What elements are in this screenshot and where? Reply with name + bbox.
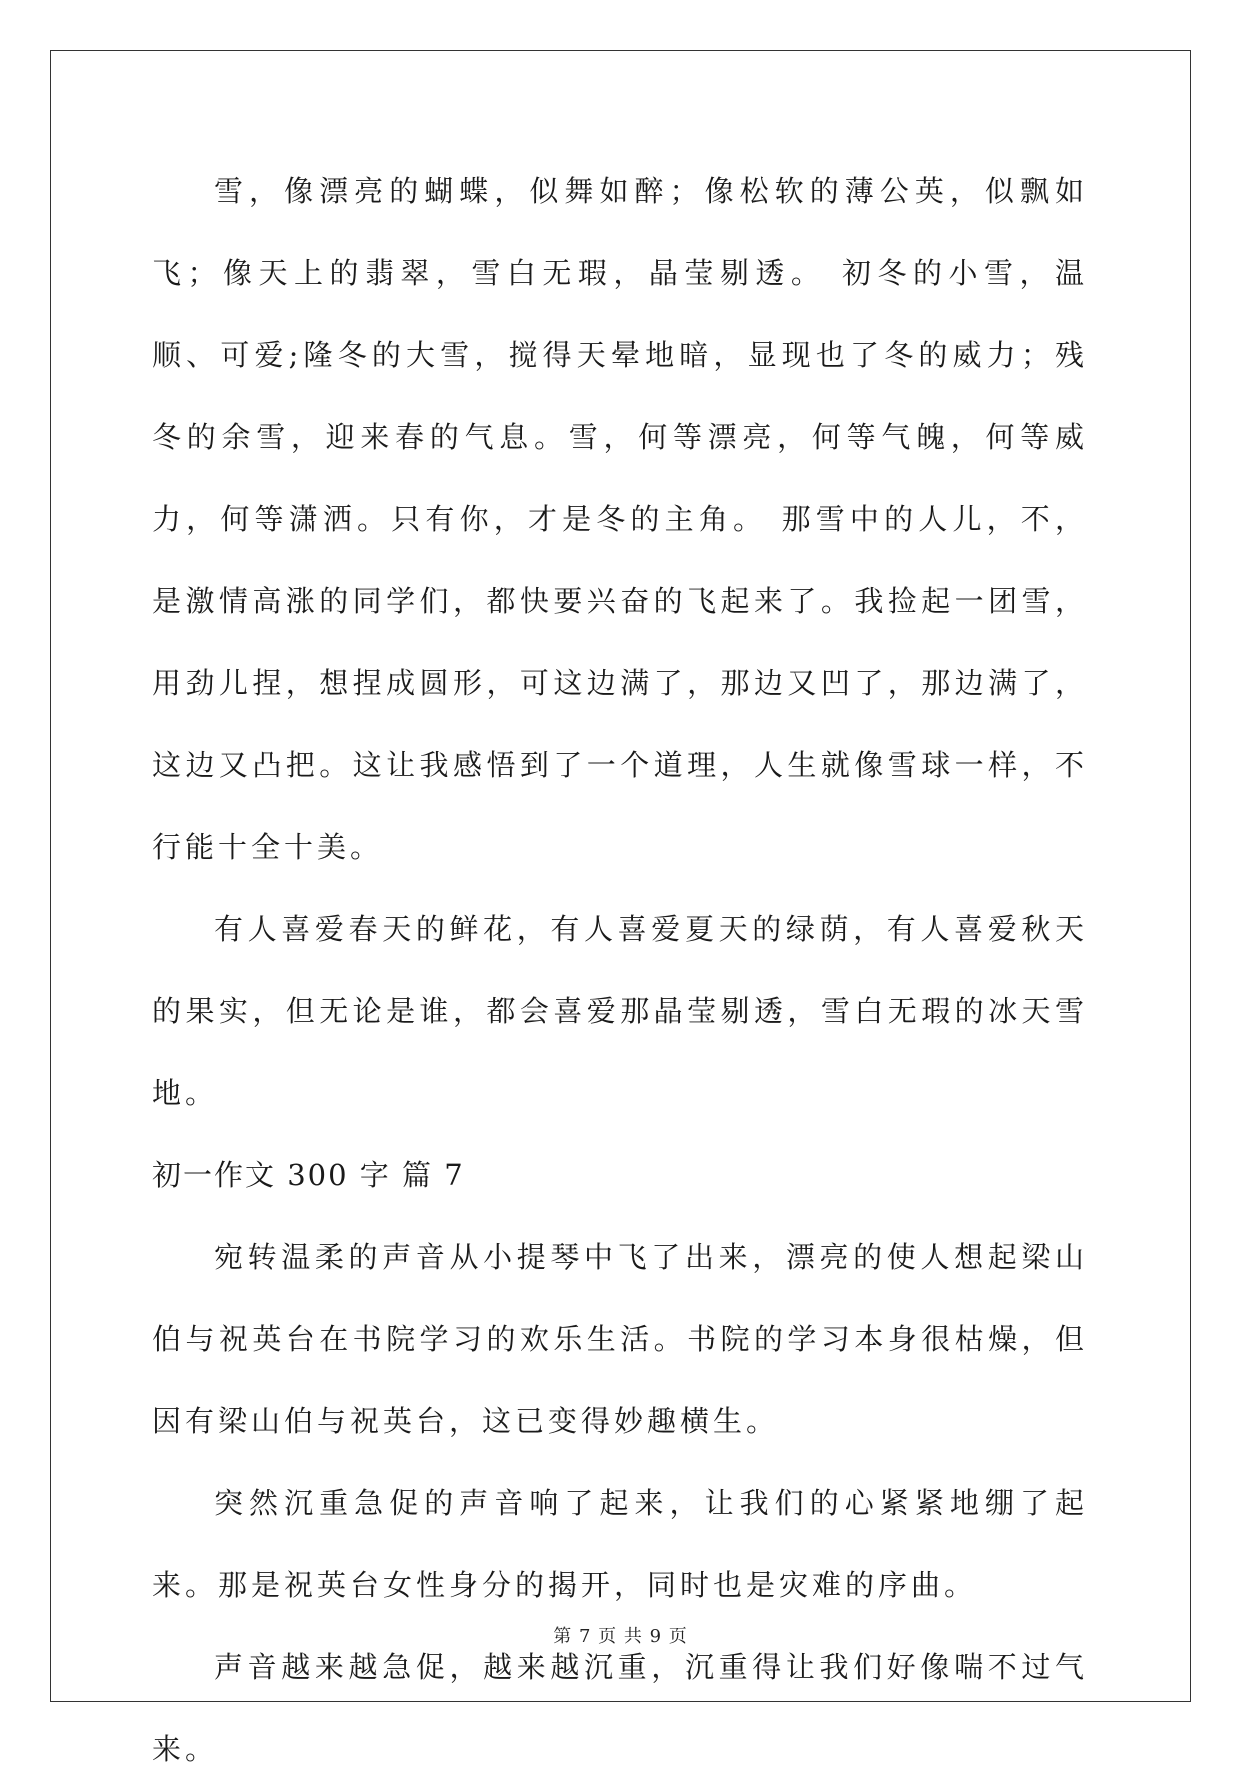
paragraph: 宛转温柔的声音从小提琴中飞了出来，漂亮的使人想起梁山伯与祝英台在书院学习的欢乐生活。书院的学习本身很枯燥，但因有梁山伯与祝英台，这已变得妙趣横生。 (152, 1240, 1088, 1438)
section-heading: 初一作文 300 字 篇 7 (152, 1158, 465, 1192)
paragraph: 突然沉重急促的声音响了起来，让我们的心紧紧地绷了起来。那是祝英台女性身分的揭开，同时也是灾难的序曲。 (152, 1486, 1088, 1602)
paragraph: 有人喜爱春天的鲜花，有人喜爱夏天的绿荫，有人喜爱秋天的果实，但无论是谁，都会喜爱那晶莹剔透，雪白无瑕的冰天雪地。 (152, 912, 1088, 1110)
paragraph: 声音越来越急促，越来越沉重，沉重得让我们好像喘不过气来。 (152, 1650, 1088, 1766)
paragraph: 雪，像漂亮的蝴蝶，似舞如醉；像松软的薄公英，似飘如飞；像天上的翡翠，雪白无瑕，晶莹剔透。 初冬的小雪，温顺、可爱;隆冬的大雪，搅得天晕地暗，显现也了冬的威力；残冬的余雪，迎来春的气息。雪，何等漂亮，何等气魄，何等威力，何等潇洒。只有你，才是冬的主角。 那雪中的人儿，不，是激情高涨的同学们，都快要兴奋的飞起来了。我捡起一团雪，用劲儿捏，想捏成圆形，可这边满了，那边又凹了，那边满了，这边又凸把。这让我感悟到了一个道理，人生就像雪球一样，不行能十全十美。 (152, 174, 1088, 864)
page-number-footer: 第 7 页 共 9 页 (553, 1626, 688, 1647)
document-body (152, 150, 1088, 1790)
